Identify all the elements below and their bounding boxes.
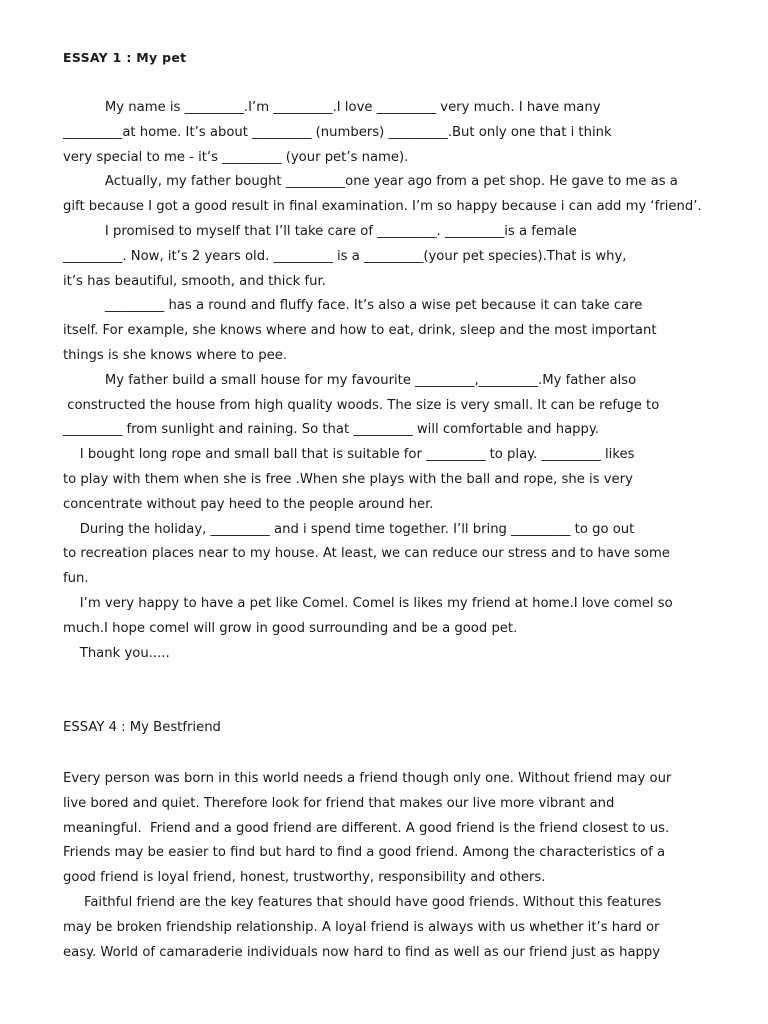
essay1-text-line: My name is _________.I’m _________.I love _________ very much. I have many: [63, 100, 601, 115]
essay1-text-line: During the holiday, _________ and i spend time together. I’ll bring _________ to go out: [63, 521, 635, 537]
essay1-text-line: constructed the house from high quality woods. The size is very small. It can be refuge to: [63, 397, 660, 413]
essay1-text-line: I bought long rope and small ball that is suitable for _________ to play. _________ likes: [63, 447, 635, 463]
essay4-text-line: may be broken friendship relationship. A loyal friend is always with us whether it’s hard or: [63, 919, 660, 935]
essay1-text-line: to play with them when she is free .When she plays with the ball and rope, she is very: [63, 471, 633, 487]
essay4-text-line: live bored and quiet. Therefore look for friend that makes our live more vibrant and: [63, 795, 615, 811]
essay1-text-line: gift because I got a good result in final examination. I’m so happy because i can add my ‘friend’.: [63, 199, 702, 215]
essay1-text-line: fun.: [63, 571, 89, 587]
essay1-text-line: I promised to myself that I’ll take care of _________. _________is a female: [63, 223, 577, 239]
essay1-text-line: _________ from sunlight and raining. So that _________ will comfortable and happy.: [63, 422, 600, 438]
essay4-text-line: Friends may be easier to find but hard to find a good friend. Among the characteristics of a: [63, 845, 666, 861]
essay4-text-line: meaningful. Friend and a good friend are different. A good friend is the friend closest to us.: [63, 820, 670, 836]
essay1-text-line: Actually, my father bought _________one year ago from a pet shop. He gave to me as a: [63, 174, 678, 190]
essay1-text-line: _________at home. It’s about _________ (numbers) _________.But only one that i think: [63, 124, 612, 140]
essay4-text-line: good friend is loyal friend, honest, trustworthy, responsibility and others.: [63, 870, 546, 886]
essay1-text-line: My father build a small house for my favourite _________,_________.My father also: [63, 372, 637, 388]
essay1-text-line: I’m very happy to have a pet like Comel. Comel is likes my friend at home.I love comel so: [63, 595, 673, 611]
essay1-text-line: things is she knows where to pee.: [63, 347, 288, 363]
essay4-body: [63, 767, 743, 965]
essay1-text-line: it’s has beautiful, smooth, and thick fur.: [63, 273, 326, 289]
essay1-text-line: very special to me - it’s _________ (your pet’s name).: [63, 149, 409, 165]
essay1-text-line: _________. Now, it’s 2 years old. _________ is a _________(your pet species).That is why,: [63, 248, 627, 264]
essay1-text-line: to recreation places near to my house. At least, we can reduce our stress and to have some: [63, 546, 670, 562]
essay4-title: ESSAY 4 : My Bestfriend: [63, 720, 221, 735]
essay1-text-line: much.I hope comel will grow in good surrounding and be a good pet.: [63, 620, 518, 636]
essay1-text-line: Thank you.....: [63, 645, 170, 661]
essay1-text-line: concentrate without pay heed to the people around her.: [63, 496, 434, 512]
essay1-body: [63, 96, 743, 666]
essay4-text-line: easy. World of camaraderie individuals now hard to find as well as our friend just as happy: [63, 944, 661, 960]
essay4-text-line: Faithful friend are the key features that should have good friends. Without this features: [63, 894, 662, 910]
essay4-text-line: Every person was born in this world needs a friend though only one. Without friend may our: [63, 771, 672, 786]
essay1-text-line: _________ has a round and fluffy face. It’s also a wise pet because it can take care: [63, 298, 643, 314]
essay1-title: ESSAY 1 : My pet: [63, 50, 187, 65]
essay1-text-line: itself. For example, she knows where and how to eat, drink, sleep and the most important: [63, 323, 657, 339]
